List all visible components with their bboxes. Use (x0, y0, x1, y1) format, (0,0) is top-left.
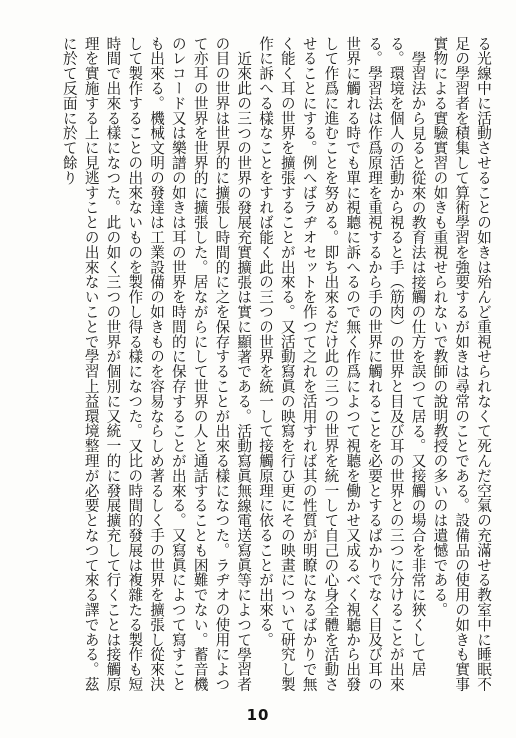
paragraph-3: 近來此の三つの世界の發展充實擴張は實に顯著である。活動寫眞無線電送寫眞等によつて學習者の目の世界は世界的に擴張し時間的に之を保存することが出來る樣になつた。ラヂオの使用によつて亦耳の世界を世界的に擴張した。居ながらにして世界の人と通話することも困難でない。蓄音機のレコード又は樂譜の如きは耳の世界を時間的に保存することが出來る。又寫眞によつて寫すことも出來る。機械文明の發達は工業設備の如きものを容易ならしめ著るしく手の世界を擴張し從來決して製作することの出來ないものを製作し得る樣になつた。又比の時間的發展は複雜たる製作も短時間で出來る樣になつた。此の如く三つの世界が個別に又統一的に發展擴充して行くことは接觸原理を實施する上に見逃すことの出來ないことで學習上益環境整理が必要となつて來る譯である。茲に於て反面に於て餘り (60, 36, 253, 692)
page-number: 10 (246, 706, 270, 724)
paragraph-2: 學習法から見ると從來の教育法は接觸の仕方を誤つて居る。又接觸の場合を非常に狹くして居る。環境を個人の活動から視ると手（筋肉）の世界と目及び耳の世界との三つに分けることが出來る。學習法は作爲原理を重視するから手の世界に觸れることを必要とするばかりでなく目及び耳の世界に觸れる時でも單に視聽に訴へるので無く作爲によつて視聽を働かせ又成るべく視聽から出發して作爲に進むことを努める。即ち出來るだけ此の三つの世界を統一して自己の心身全體を活動させることにする。例へばラヂオセットを作つて之れを活用すれば其の性質が明瞭になるばかりで無く能く耳の世界を擴張することが出來る。又活動寫眞の映寫を行ひ更にその映畫について研究し製作に訴へる樣なことをすれば能く此の三つの世界を統一して接觸原理に依ることが出來る。 (257, 36, 427, 692)
paragraph-1: る光線中に活動させることの如きは殆んど重視せられなくて死んだ空氣の充滿せる教室中に睡眠不足の學習者を積集して算術學習を強要するが如きは尋常のことである。設備品の使用の如きも實事實物による實驗實習の如きも重視せられないで教師の說明教授の多いのは遺憾である。 (431, 36, 492, 692)
vertical-text-body (22, 36, 494, 696)
